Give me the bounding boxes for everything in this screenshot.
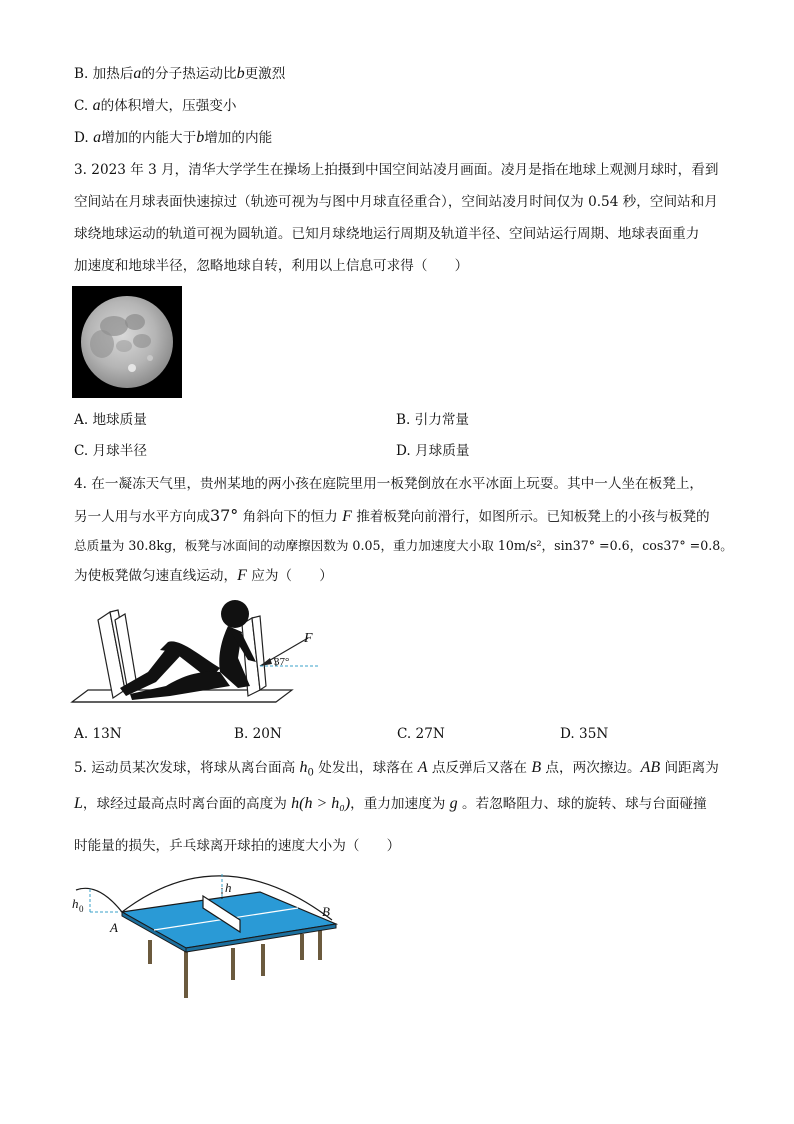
q5-stem-line-2 — [74, 794, 707, 814]
q5-stem-line-1-mid3: 点，两次擦边。 — [541, 760, 641, 776]
q3-stem-line-4: 加速度和地球半径，忽略地球自转，利用以上信息可求得（ ） — [74, 258, 469, 274]
q4-option-a: A. 13N — [74, 726, 122, 742]
force-label: F — [304, 631, 313, 646]
q2-option-b-text: B. 加热后 — [74, 66, 134, 82]
q4-stem-line-1: 4. 在一凝冻天气里，贵州某地的两小孩在庭院里用一板凳倒放在水平冰面上玩耍。其中一人坐在板凳上， — [74, 476, 704, 492]
var-b: b — [196, 129, 205, 146]
var-b: b — [236, 65, 245, 82]
q2-option-d — [74, 128, 272, 148]
q5-stem-line-1 — [74, 758, 719, 784]
q4-stem-line-4-pre: 为使板凳做匀速直线运动， — [74, 568, 238, 584]
q4-option-d: D. 35N — [560, 726, 609, 742]
q5-stem-line-2-mid: ，重力加速度为 — [350, 796, 450, 812]
point-b: B — [531, 759, 542, 776]
var-l: L — [74, 795, 83, 812]
q2-option-b-text-post: 更激烈 — [244, 66, 286, 82]
label-a: A — [110, 920, 118, 935]
q2-option-d-label: D. — [74, 130, 94, 146]
q5-stem-line-1-mid2: 点反弹后又落在 — [427, 760, 532, 776]
q4-stem-line-2-post: 推着板凳向前滑行，如图所示。已知板凳上的小孩与板凳的 — [351, 509, 710, 525]
q4-option-c: C. 27N — [397, 726, 445, 742]
q2-option-d-text-post: 增加的内能 — [204, 130, 273, 146]
label-h: h — [225, 880, 232, 895]
q3-option-a: A. 地球质量 — [74, 412, 147, 428]
angle-value: 37° — [209, 506, 239, 525]
var-a: a — [133, 65, 142, 82]
var-f: F — [237, 567, 247, 584]
moon-photo — [72, 286, 182, 398]
q4-option-b: B. 20N — [234, 726, 282, 742]
var-a: a — [93, 129, 102, 146]
q2-option-c — [74, 96, 237, 116]
q4-stem-line-4-post: 应为（ ） — [246, 568, 333, 584]
var-h0: h — [299, 759, 308, 776]
q5-stem-line-3: 时能量的损失，乒乓球离开球拍的速度大小为（ ） — [74, 838, 401, 854]
label-h0-subscript: 0 — [79, 904, 84, 914]
q5-stem-line-1-post: 间距离为 — [660, 760, 719, 776]
bench-figure — [70, 598, 330, 708]
q2-option-b — [74, 64, 285, 84]
var-f: F — [342, 508, 352, 525]
height-condition: h(h > h₀) — [291, 795, 351, 812]
point-a: A — [417, 759, 428, 776]
q5-stem-line-2-pre: ，球经过最高点时离台面的高度为 — [82, 796, 292, 812]
var-h0-subscript: 0 — [307, 767, 314, 779]
q2-option-c-text: 的体积增大，压强变小 — [100, 98, 237, 114]
table-tennis-figure — [70, 868, 350, 1003]
label-b: B — [322, 904, 330, 919]
q3-stem-line-3: 球绕地球运动的轨道可视为圆轨道。已知月球绕地运行周期及轨道半径、空间站运行周期、地球表面重力 — [74, 226, 700, 242]
q3-stem-line-2: 空间站在月球表面快速掠过（轨迹可视为与图中月球直径重合），空间站凌月时间仅为 0.54 秒，空间站和月 — [74, 194, 718, 210]
q3-stem-line-1: 3. 2023 年 3 月，清华大学学生在操场上拍摄到中国空间站凌月画面。凌月是指在地球上观测月球时，看到 — [74, 162, 719, 178]
var-a: a — [92, 97, 101, 114]
q5-stem-line-1-pre: 5. 运动员某次发球，将球从离台面高 — [74, 760, 300, 776]
q4-stem-line-2 — [74, 506, 710, 527]
q4-stem-line-2-mid: 角斜向下的恒力 — [238, 509, 343, 525]
q3-option-c: C. 月球半径 — [74, 443, 147, 459]
label-h0: h — [72, 896, 79, 911]
q2-option-b-text-mid: 的分子热运动比 — [141, 66, 237, 82]
segment-ab: AB — [640, 759, 661, 776]
q4-stem-line-2-pre: 另一人用与水平方向成 — [74, 509, 210, 525]
q3-option-d: D. 月球质量 — [396, 443, 470, 459]
q3-option-b: B. 引力常量 — [396, 412, 470, 428]
q5-stem-line-1-mid: 处发出，球落在 — [313, 760, 418, 776]
q5-stem-line-2-post: 。若忽略阻力、球的旋转、球与台面碰撞 — [457, 796, 707, 812]
var-g: g — [449, 795, 458, 812]
q2-option-d-text-mid: 增加的内能大于 — [101, 130, 197, 146]
q4-stem-line-4 — [74, 566, 333, 586]
q4-stem-line-3: 总质量为 30.8kg，板凳与冰面间的动摩擦因数为 0.05，重力加速度大小取 10m/s²，sin37° =0.6，cos37° =0.8。 — [74, 538, 733, 553]
angle-label: 37° — [274, 656, 290, 668]
q2-option-c-label: C. — [74, 98, 93, 114]
